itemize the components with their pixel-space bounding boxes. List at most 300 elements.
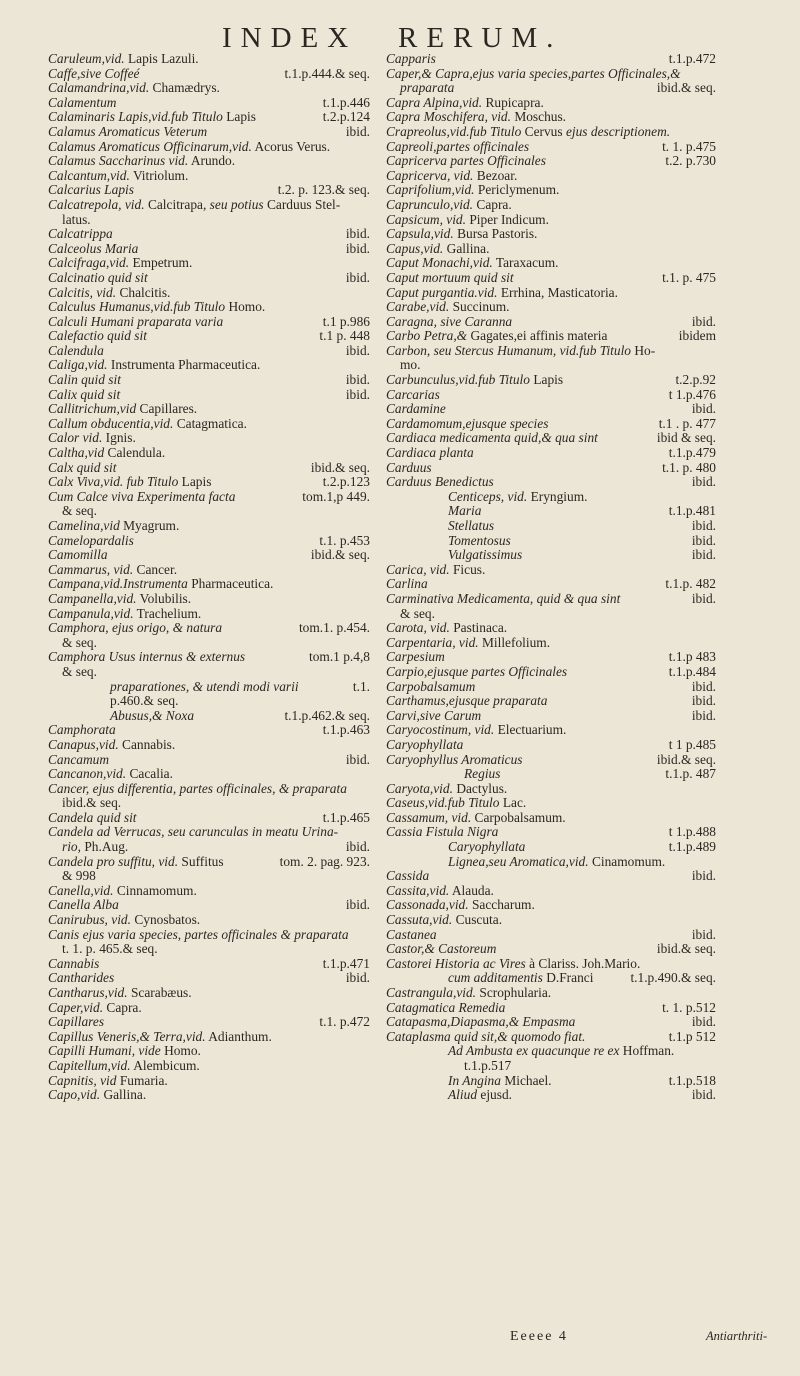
index-entry — [48, 315, 370, 330]
entry-term: Abusus,& Noxa — [110, 707, 195, 723]
entry-text: latus. — [62, 211, 91, 227]
entry-text: Homo. — [228, 299, 266, 315]
entry-term: Ad Ambusta ex quacunque re ex — [448, 1043, 620, 1059]
index-entry — [386, 227, 716, 242]
entry-reference: ibid. — [691, 547, 716, 563]
index-entry — [48, 1015, 370, 1030]
index-entry — [386, 96, 716, 111]
entry-term: Capreoli,partes officinales — [386, 138, 530, 154]
entry-term: Crapreolus,vid.fub Titulo — [386, 123, 522, 139]
entry-term: Capricerva partes Officinales — [386, 153, 546, 169]
index-entry — [48, 738, 370, 753]
entry-text: Ho- — [634, 342, 656, 358]
entry-text: Cancer. — [136, 561, 178, 577]
index-entry — [48, 344, 370, 359]
index-entry — [48, 110, 370, 125]
entry-reference: t.2. p.730 — [665, 153, 716, 169]
entry-text: Capra. — [476, 196, 512, 212]
entry-text: Volubilis. — [139, 590, 192, 606]
entry-text: Millefolium. — [481, 634, 551, 650]
index-entry — [386, 256, 716, 271]
index-entry — [386, 621, 716, 636]
entry-term: Caseus,vid.fub Titulo — [386, 795, 500, 811]
index-entry — [48, 928, 370, 943]
entry-reference: ibid. — [345, 226, 370, 242]
entry-term: Cardamomum,ejusque species — [386, 415, 549, 431]
index-entry — [386, 402, 716, 417]
entry-term: Camphora Usus internus & externus — [48, 649, 246, 665]
entry-reference: t.1.p.490.& seq. — [630, 970, 716, 986]
entry-reference: t.1.p.484 — [668, 663, 716, 679]
entry-term: Castanea — [386, 926, 437, 942]
entry-reference: ibid.& seq. — [656, 80, 716, 96]
entry-reference: ibid. — [691, 868, 716, 884]
index-entry — [48, 1059, 370, 1074]
index-entry — [386, 884, 716, 899]
index-entry — [48, 957, 370, 972]
entry-reference: t.1.p.462.& seq. — [284, 707, 370, 723]
entry-reference: t.1 . p. 477 — [658, 415, 716, 431]
entry-reference: ibid. — [691, 401, 716, 417]
entry-term: Cannabis — [48, 955, 100, 971]
entry-text: Lapis — [226, 109, 256, 125]
index-entry — [386, 898, 716, 913]
index-entry — [48, 67, 370, 82]
entry-term: Cancer, ejus differentia, partes officinales, & praparata — [48, 780, 347, 796]
index-entry — [386, 592, 716, 607]
entry-text: Saccharum. — [471, 897, 535, 913]
entry-reference: ibid. — [691, 590, 716, 606]
entry-reference: t.1 p. 448 — [319, 328, 370, 344]
entry-reference: t.1.p.463 — [322, 722, 370, 738]
index-entry — [48, 694, 370, 709]
entry-text: Cinamomum. — [591, 853, 666, 869]
entry-term: rio, — [62, 839, 81, 855]
index-entry — [386, 242, 716, 257]
index-entry — [48, 242, 370, 257]
entry-term: Canirubus, vid. — [48, 912, 131, 928]
entry-term: praparationes, & utendi modi varii — [110, 678, 299, 694]
entry-term: Caprifolium,vid. — [386, 182, 475, 198]
entry-reference: ibid & seq. — [656, 430, 716, 446]
entry-reference: t.1.p.446 — [322, 94, 370, 110]
entry-text: & seq. — [62, 503, 97, 519]
entry-text: Eryngium. — [530, 488, 588, 504]
index-entry — [48, 621, 370, 636]
entry-term: Camphorata — [48, 722, 116, 738]
entry-term: Carpentaria, vid. — [386, 634, 479, 650]
entry-term-extra: ejus descriptionem. — [565, 123, 671, 139]
entry-text: Gallina. — [446, 240, 490, 256]
entry-reference: t 1.p.476 — [668, 386, 716, 402]
entry-term: Capsicum, vid. — [386, 211, 466, 227]
entry-text: Succinum. — [452, 299, 510, 315]
entry-text: Bezoar. — [476, 167, 518, 183]
index-entry — [48, 1001, 370, 1016]
entry-term: Caruleum,vid. — [48, 51, 125, 66]
index-entry — [386, 1015, 716, 1030]
entry-text: t.1.p.517 — [464, 1057, 512, 1073]
index-entry — [386, 461, 716, 476]
entry-reference: ibid. — [691, 313, 716, 329]
index-entry — [48, 563, 370, 578]
entry-reference: ibid. — [345, 269, 370, 285]
index-entry — [48, 373, 370, 388]
entry-term: Vulgatissimus — [448, 547, 523, 563]
entry-term: Carduus — [386, 459, 432, 475]
entry-reference: ibid.& seq. — [310, 547, 370, 563]
entry-term: Calendula — [48, 342, 104, 358]
index-entry — [386, 665, 716, 680]
entry-term: Cancamum — [48, 751, 109, 767]
index-entry — [386, 694, 716, 709]
entry-term: cum additamentis — [448, 970, 543, 986]
entry-term: In Angina — [448, 1072, 501, 1088]
entry-term: Campana,vid.Instrumenta — [48, 576, 188, 592]
index-entry — [386, 388, 716, 403]
entry-text: Capillares. — [139, 401, 198, 417]
index-entry — [386, 81, 716, 96]
entry-term: Calculus Humanus,vid.fub Titulo — [48, 299, 226, 315]
entry-term: Carpobalsamum — [386, 678, 476, 694]
entry-text: Cuscuta. — [455, 912, 503, 928]
entry-reference: t.1.p. 482 — [665, 576, 716, 592]
right-index-column — [386, 52, 716, 1103]
entry-term: Caprunculo,vid. — [386, 196, 474, 212]
index-entry — [386, 52, 716, 67]
index-entry — [386, 1030, 716, 1045]
entry-term: Capricerva, vid. — [386, 167, 474, 183]
entry-reference: t.1.p 512 — [668, 1028, 716, 1044]
index-entry — [48, 898, 370, 913]
entry-reference: ibid. — [345, 123, 370, 139]
entry-reference: ibid.& seq. — [656, 941, 716, 957]
index-entry — [386, 548, 716, 563]
index-entry — [386, 782, 716, 797]
entry-reference: ibid. — [345, 839, 370, 855]
entry-term: Cassonada,vid. — [386, 897, 469, 913]
index-entry — [386, 577, 716, 592]
entry-reference: t.2.p.92 — [675, 372, 716, 388]
entry-text: Suffitus — [181, 853, 224, 869]
index-entry — [48, 358, 370, 373]
entry-text: Scarabæus. — [130, 985, 192, 1000]
index-entry — [386, 636, 716, 651]
index-entry — [48, 417, 370, 432]
entry-text: Alembicum. — [133, 1057, 200, 1073]
entry-term: Carlina — [386, 576, 428, 592]
entry-term: Caput Monachi,vid. — [386, 255, 493, 271]
entry-term: Carminativa Medicamenta, quid & qua sint — [386, 590, 621, 606]
entry-term: Cantharides — [48, 970, 115, 986]
entry-reference: t.1.p.444.& seq. — [284, 65, 370, 81]
entry-term: Cassamum, vid. — [386, 809, 472, 825]
entry-text: p.460.& seq. — [110, 693, 179, 709]
entry-term: Callum obducentia,vid. — [48, 415, 174, 431]
index-entry — [48, 1030, 370, 1045]
entry-text: Piper Indicum. — [469, 211, 549, 227]
index-entry — [48, 461, 370, 476]
index-entry — [48, 140, 370, 155]
entry-text: Dactylus. — [456, 780, 508, 796]
entry-term: Carduus Benedictus — [386, 474, 494, 490]
entry-term: Caryocostinum, vid. — [386, 722, 495, 738]
entry-term: Tomentosus — [448, 532, 511, 548]
entry-text: Empetrum. — [132, 255, 193, 271]
entry-text: Calendula. — [107, 445, 166, 461]
index-entry — [386, 753, 716, 768]
index-entry — [386, 358, 716, 373]
entry-term: Cardamine — [386, 401, 446, 417]
index-entry — [386, 767, 716, 782]
entry-text: Alauda. — [451, 882, 494, 898]
entry-reference: t 1.p.488 — [668, 824, 716, 840]
index-entry — [386, 811, 716, 826]
index-entry — [386, 928, 716, 943]
entry-reference: ibid. — [691, 926, 716, 942]
entry-term-extra: seu potius — [209, 196, 264, 212]
entry-term: Carbon, seu Stercus Humanum, vid.fub Titulo — [386, 342, 631, 358]
index-entry — [48, 286, 370, 301]
index-entry — [386, 446, 716, 461]
entry-term: Calx quid sit — [48, 459, 117, 475]
index-entry — [48, 592, 370, 607]
index-entry — [48, 665, 370, 680]
index-entry — [48, 825, 370, 840]
entry-reference: t.2.p.124 — [322, 109, 370, 125]
entry-reference: ibid. — [345, 342, 370, 358]
index-entry — [48, 709, 370, 724]
entry-term: Capparis — [386, 51, 436, 66]
entry-term: Cassida — [386, 868, 430, 884]
entry-term: Camphora, ejus origo, & natura — [48, 620, 223, 636]
index-entry — [48, 475, 370, 490]
index-entry — [48, 256, 370, 271]
index-entry — [48, 840, 370, 855]
entry-text: à Clariss. Joh.Mario. — [529, 955, 641, 971]
index-entry — [48, 650, 370, 665]
entry-term: Castor,& Castoreum — [386, 941, 497, 957]
index-entry — [48, 680, 370, 695]
entry-term: Maria — [448, 503, 482, 519]
entry-text: Scrophularia. — [479, 985, 552, 1000]
index-entry — [386, 1059, 716, 1074]
index-entry — [48, 811, 370, 826]
entry-text: Instrumenta Pharmaceutica. — [110, 357, 261, 373]
entry-reference: t.2.p.123 — [322, 474, 370, 490]
index-entry — [386, 110, 716, 125]
entry-text: D.Franci — [546, 970, 594, 986]
entry-term: Calor vid. — [48, 430, 103, 446]
page-footer — [0, 1329, 800, 1347]
entry-term: Cantharus,vid. — [48, 985, 128, 1000]
entry-term: Canella,vid. — [48, 882, 114, 898]
entry-text: Lac. — [502, 795, 527, 811]
entry-term: Carabe,vid. — [386, 299, 450, 315]
index-entry — [386, 490, 716, 505]
index-entry — [386, 329, 716, 344]
entry-reference: ibid. — [345, 386, 370, 402]
entry-reference: t.1. p.453 — [319, 532, 370, 548]
index-entry — [386, 971, 716, 986]
index-entry — [386, 315, 716, 330]
entry-term: Callitrichum,vid — [48, 401, 137, 417]
entry-term: Capus,vid. — [386, 240, 444, 256]
entry-text: Catagmatica. — [176, 415, 247, 431]
entry-text: Adianthum. — [208, 1028, 272, 1044]
entry-term: Capsula,vid. — [386, 226, 454, 242]
entry-term: Carthamus,ejusque praparata — [386, 693, 548, 709]
entry-term: Candela ad Verrucas, seu carunculas in meatu Urina- — [48, 824, 339, 840]
entry-term: Calamandrina,vid. — [48, 80, 150, 96]
entry-text: Myagrum. — [123, 518, 180, 533]
entry-text: Pastinaca. — [453, 620, 508, 636]
entry-reference: t.2. p. 123.& seq. — [277, 182, 370, 198]
index-entry — [48, 81, 370, 96]
catchword: Antiarthriti- — [706, 1329, 768, 1343]
entry-reference: ibid. — [691, 693, 716, 709]
index-entry — [48, 782, 370, 797]
entry-text: Carpobalsamum. — [474, 809, 566, 825]
entry-text: Homo. — [164, 1043, 201, 1059]
entry-term: Regius — [464, 766, 501, 782]
index-entry — [386, 271, 716, 286]
entry-reference: t.1. — [352, 678, 370, 694]
entry-term: Camomilla — [48, 547, 108, 563]
index-entry — [386, 680, 716, 695]
entry-term: Calceolus Maria — [48, 240, 139, 256]
entry-reference: ibid. — [345, 372, 370, 388]
entry-term: Capillares — [48, 1014, 105, 1030]
entry-text: Chamædrys. — [152, 80, 220, 96]
entry-term: Cancanon,vid. — [48, 766, 127, 782]
entry-term: Lignea,seu Aromatica,vid. — [448, 853, 589, 869]
entry-term: Catapasma,Diapasma,& Empasma — [386, 1014, 576, 1030]
entry-term: Calcantum,vid. — [48, 167, 130, 183]
index-entry — [48, 971, 370, 986]
entry-term: Caliga,vid. — [48, 357, 108, 373]
index-entry — [386, 1044, 716, 1059]
entry-text: Bursa Pastoris. — [457, 226, 538, 242]
entry-text: mo. — [400, 357, 421, 373]
index-entry — [386, 140, 716, 155]
entry-reference: ibid. — [691, 678, 716, 694]
index-entry — [386, 534, 716, 549]
entry-term: Carcarias — [386, 386, 440, 402]
entry-term: Canapus,vid. — [48, 736, 119, 752]
left-index-column — [48, 52, 370, 1103]
entry-reference: t. 1. p.512 — [662, 999, 716, 1015]
entry-text: ejusd. — [480, 1087, 512, 1103]
index-entry — [48, 942, 370, 957]
index-entry — [48, 577, 370, 592]
index-entry — [386, 183, 716, 198]
index-entry — [386, 563, 716, 578]
entry-term: Calcifraga,vid. — [48, 255, 130, 271]
index-entry — [386, 198, 716, 213]
index-entry — [386, 855, 716, 870]
entry-text: Michael. — [504, 1072, 552, 1088]
index-entry — [386, 154, 716, 169]
entry-reference: ibid. — [345, 970, 370, 986]
index-entry — [48, 213, 370, 228]
entry-reference: t.1.p.489 — [668, 839, 716, 855]
entry-text: Pharmaceutica. — [191, 576, 274, 592]
entry-term: Caryophyllata — [448, 839, 526, 855]
header-word-rerum: RERUM. — [398, 22, 563, 54]
entry-text: Taraxacum. — [495, 255, 559, 271]
index-entry — [386, 519, 716, 534]
index-entry — [48, 446, 370, 461]
entry-reference: ibid. — [691, 707, 716, 723]
entry-term: Camelopardalis — [48, 532, 134, 548]
entry-term: Carpesium — [386, 649, 445, 665]
entry-text: Trachelium. — [136, 605, 202, 621]
entry-term: Campanula,vid. — [48, 605, 134, 621]
entry-reference: t.1.p.471 — [322, 955, 370, 971]
index-entry — [386, 67, 716, 82]
index-entry — [48, 1074, 370, 1089]
entry-term: Calx Viva,vid. fub Titulo — [48, 474, 179, 490]
index-entry — [386, 840, 716, 855]
entry-term: Carvi,sive Carum — [386, 707, 482, 723]
index-entry — [386, 738, 716, 753]
entry-text: Electuarium. — [497, 722, 567, 738]
signature-mark: Eeeee 4 — [510, 1329, 568, 1344]
entry-text: Gallina. — [103, 1087, 147, 1103]
index-entry — [48, 490, 370, 505]
index-entry — [48, 636, 370, 651]
entry-term: Caffe,sive Coffeé — [48, 65, 140, 81]
entry-term: Caragna, sive Caranna — [386, 313, 513, 329]
entry-term: Caryota,vid. — [386, 780, 453, 796]
entry-text: Cervus — [524, 123, 563, 139]
index-entry — [386, 373, 716, 388]
entry-reference: t. 1. p.475 — [662, 138, 716, 154]
entry-reference: t.1.p.479 — [668, 445, 716, 461]
entry-term: Cardiaca planta — [386, 445, 474, 461]
entry-text: & seq. — [62, 663, 97, 679]
entry-text: Errhina, Masticatoria. — [500, 284, 618, 300]
entry-term: Calefactio quid sit — [48, 328, 147, 344]
index-entry — [48, 1044, 370, 1059]
entry-term: Stellatus — [448, 518, 495, 533]
entry-term: Carbo Petra,& — [386, 328, 468, 344]
entry-reference: ibid. — [691, 1014, 716, 1030]
entry-term: Canis ejus varia species, partes officinales & praparata — [48, 926, 349, 942]
entry-term: Caltha,vid — [48, 445, 105, 461]
entry-term: Castrangula,vid. — [386, 985, 477, 1000]
entry-text: Ficus. — [452, 561, 486, 577]
entry-term: Calcatrippa — [48, 226, 113, 242]
entry-text: Ph.Aug. — [84, 839, 129, 855]
entry-reference: ibid. — [345, 240, 370, 256]
index-entry — [48, 402, 370, 417]
index-entry — [386, 504, 716, 519]
entry-reference: tom.1,p 449. — [302, 488, 370, 504]
index-entry — [386, 796, 716, 811]
entry-term: Cardiaca medicamenta quid,& qua sint — [386, 430, 598, 446]
entry-reference: t.1. p.472 — [319, 1014, 370, 1030]
entry-text: Cannabis. — [122, 736, 176, 752]
entry-text: Periclymenum. — [477, 182, 560, 198]
entry-reference: t.1.p. 487 — [665, 766, 716, 782]
entry-reference: tom. 2. pag. 923. — [279, 853, 370, 869]
entry-term: Calamus Saccharinus vid. — [48, 153, 189, 169]
index-entry — [48, 154, 370, 169]
index-entry — [48, 300, 370, 315]
index-entry — [48, 796, 370, 811]
